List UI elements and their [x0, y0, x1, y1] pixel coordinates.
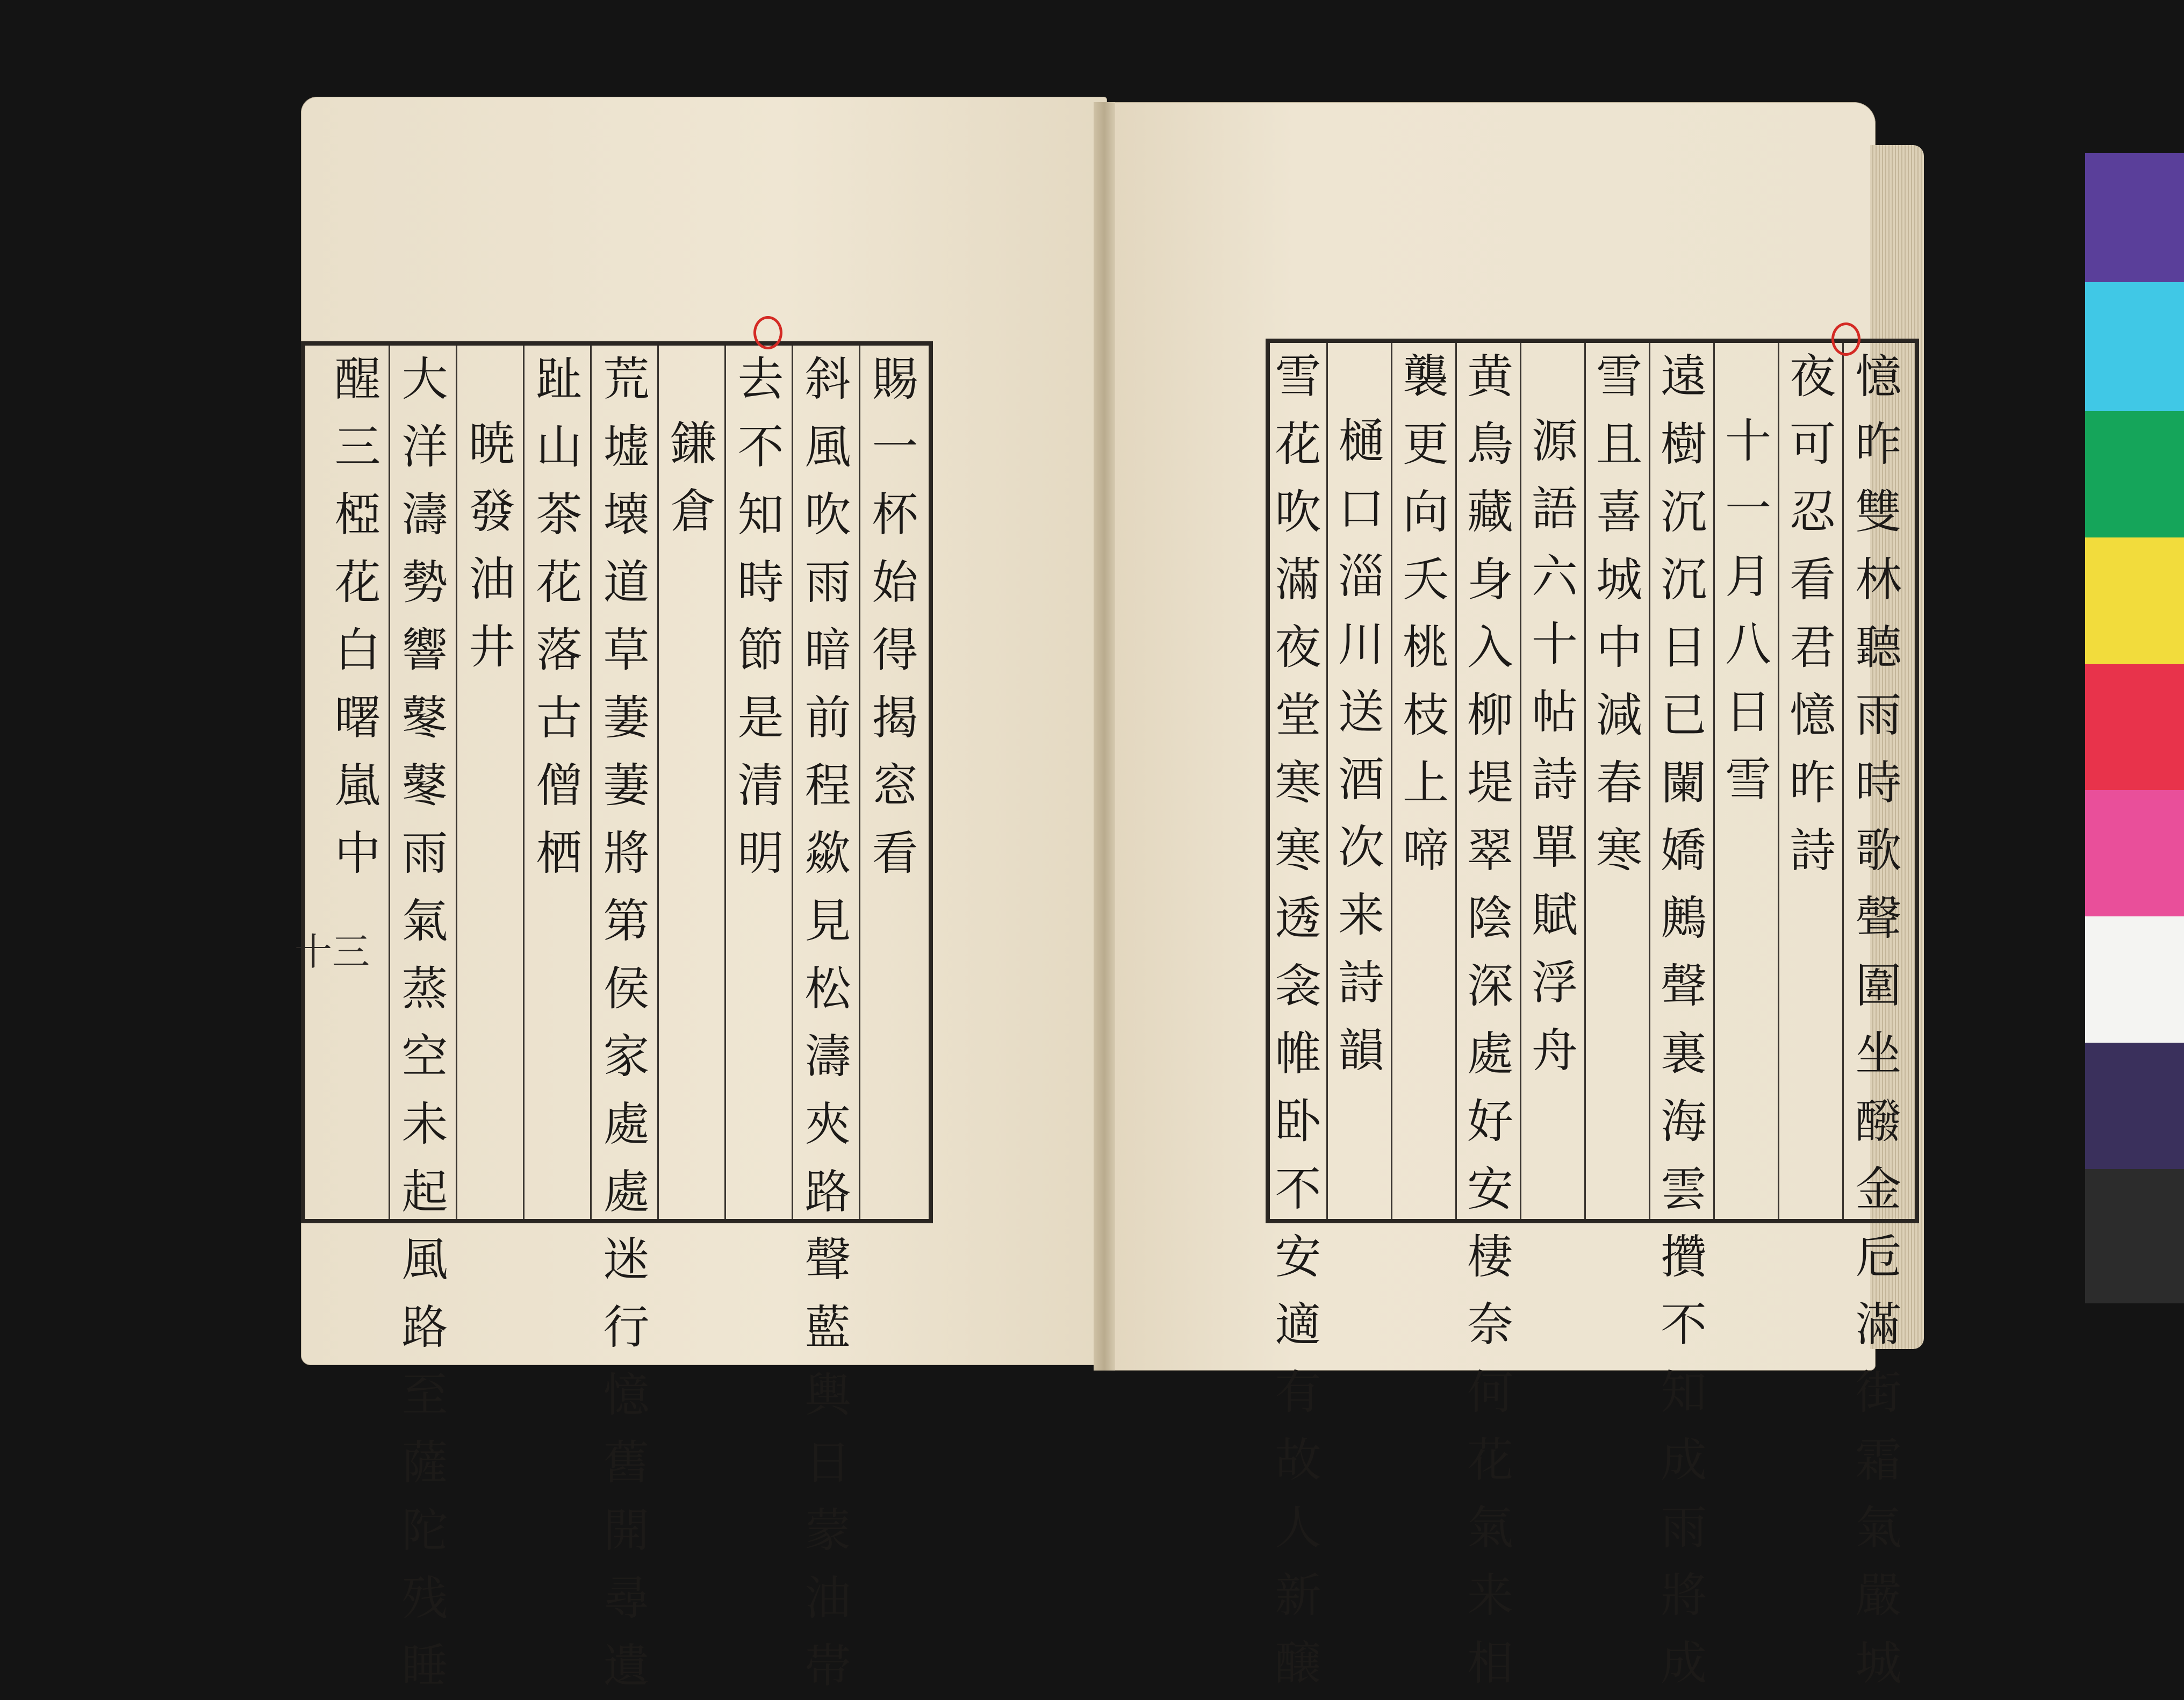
checker-patch-magenta — [2085, 790, 2184, 916]
text-column: 夜 可 忍 看 君 憶 昨 詩 — [1790, 350, 1836, 878]
text-column: 賜 一 杯 始 得 揭 窓 看 — [872, 353, 918, 880]
text-column: 醒 三 椏 花 白 曙 嵐 中 — [334, 353, 381, 880]
red-circle-mark — [1831, 322, 1860, 356]
text-column: 十 一 月 八 日 雪 — [1725, 414, 1771, 807]
text-column: 遠 樹 沉 沉 日 已 闌 嬌 鶊 聲 裏 海 雲 攢 不 知 成 雨 將 成 — [1661, 350, 1707, 1690]
red-circle-mark — [753, 316, 782, 349]
text-column: 黄 鳥 藏 身 入 柳 堤 翠 陰 深 處 好 安 棲 奈 何 花 氣 来 相 — [1467, 350, 1513, 1690]
checker-patch-green — [2085, 411, 2184, 537]
folio-number: 十三 — [294, 930, 370, 974]
checker-patch-cyan — [2085, 282, 2184, 411]
text-column: 雪 且 喜 城 中 減 春 寒 — [1596, 350, 1642, 878]
text-column: 趾 山 茶 花 落 古 僧 栖 — [536, 353, 583, 880]
book-gutter — [1094, 102, 1115, 1371]
text-column: 雪 花 吹 滿 夜 堂 寒 寒 透 衾 帷 卧 不 安 適 有 故 人 新 醸 — [1275, 350, 1321, 1690]
text-column: 大 洋 濤 勢 響 鼕 鼕 雨 氣 蒸 空 未 起 風 路 至 薩 陀 残 睡 — [401, 353, 448, 1693]
text-column: 斜 風 吹 雨 暗 前 程 歘 見 松 濤 夾 路 聲 藍 輿 日 蒙 油 帯 — [804, 353, 851, 1693]
text-column: 去 不 知 時 節 是 清 明 — [737, 353, 784, 880]
right-text-frame — [1266, 339, 1919, 1690]
checker-patch-yellow — [2085, 537, 2184, 664]
checker-patch-black — [2085, 1169, 2184, 1303]
text-column: 鎌 倉 — [670, 417, 717, 539]
text-column: 樋 口 淄 川 送 酒 次 来 詩 韻 — [1338, 414, 1384, 1078]
left-text-frame — [301, 341, 933, 1693]
checker-patch-purple — [2085, 153, 2184, 282]
checker-patch-red — [2085, 664, 2184, 790]
text-column: 憶 昨 雙 林 聽 雨 時 歌 聲 圍 坐 醱 金 卮 滿 街 霜 氣 嚴 城 — [1855, 350, 1902, 1690]
text-column: 荒 墟 壊 道 草 萋 萋 將 第 侯 家 處 處 迷 行 憶 舊 開 尋 遺 — [603, 353, 650, 1693]
checker-patch-white — [2085, 916, 2184, 1043]
text-column: 襲 更 向 夭 桃 枝 上 啼 — [1403, 350, 1449, 878]
text-column: 源 語 六 十 帖 詩 單 賦 浮 舟 — [1532, 414, 1578, 1078]
checker-patch-dark-purple — [2085, 1043, 2184, 1169]
text-column: 暁 發 油 井 — [469, 417, 515, 674]
